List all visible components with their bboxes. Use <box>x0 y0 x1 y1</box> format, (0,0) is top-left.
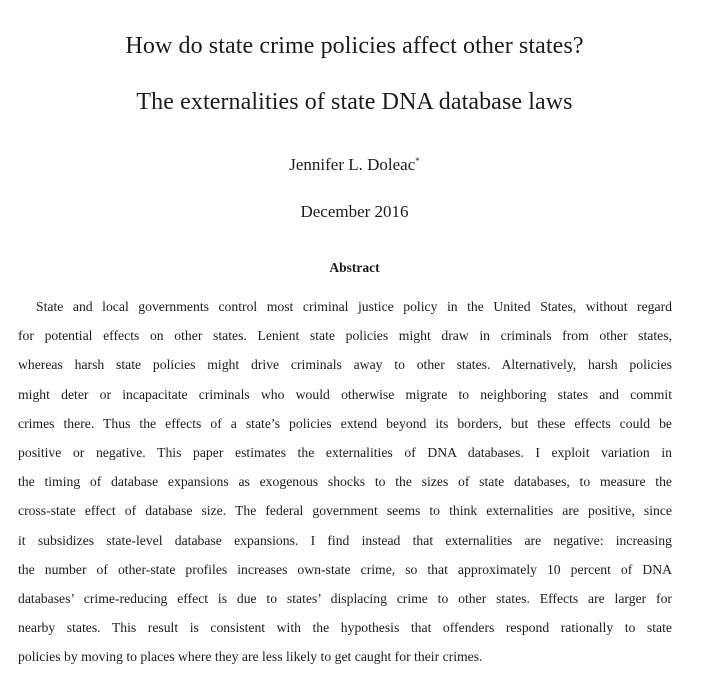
abstract-body <box>18 292 672 671</box>
abstract-line: cross-state effect of database size. The federal government seems to think externalities are positive, since <box>18 503 672 519</box>
abstract-line: crimes there. Thus the effects of a state’s policies extend beyond its borders, but these effects could be <box>18 415 672 431</box>
abstract-line: policies by moving to places where they are less likely to get caught for their crimes. <box>18 649 483 665</box>
abstract-line: State and local governments control most criminal justice policy in the United States, without regard <box>36 299 672 314</box>
abstract-line: the timing of database expansions as exogenous shocks to the sizes of state databases, to measure the <box>18 474 672 490</box>
author-footnote-mark: * <box>415 156 420 166</box>
abstract-line: whereas harsh state policies might drive criminals away to other states. Alternatively, harsh policies <box>18 357 672 373</box>
abstract-line: might deter or incapacitate criminals who would otherwise migrate to neighboring states and commit <box>18 386 672 402</box>
abstract-line: databases’ crime-reducing effect is due to states’ displacing crime to other states. Effects are larger for <box>18 590 672 606</box>
abstract-line: positive or negative. This paper estimates the externalities of DNA databases. I exploit variation in <box>18 444 672 460</box>
abstract-line: for potential effects on other states. Lenient state policies might draw in criminals from other states, <box>18 328 672 344</box>
paper-title-line-2: The externalities of state DNA database laws <box>136 89 573 115</box>
author <box>0 155 709 175</box>
publication-date: December 2016 <box>300 202 409 221</box>
abstract-line: nearby states. This result is consistent with the hypothesis that offenders respond rationally to state <box>18 620 672 636</box>
paper-title-line-1: How do state crime policies affect other states? <box>125 33 584 59</box>
author-name: Jennifer L. Doleac <box>289 155 416 174</box>
abstract-line: it subsidizes state-level database expansions. I find instead that externalities are negative: increasing <box>18 532 672 548</box>
abstract-line: the number of other-state profiles increases own-state crime, so that approximately 10 percent of DNA <box>18 561 672 577</box>
abstract-heading: Abstract <box>329 260 380 275</box>
